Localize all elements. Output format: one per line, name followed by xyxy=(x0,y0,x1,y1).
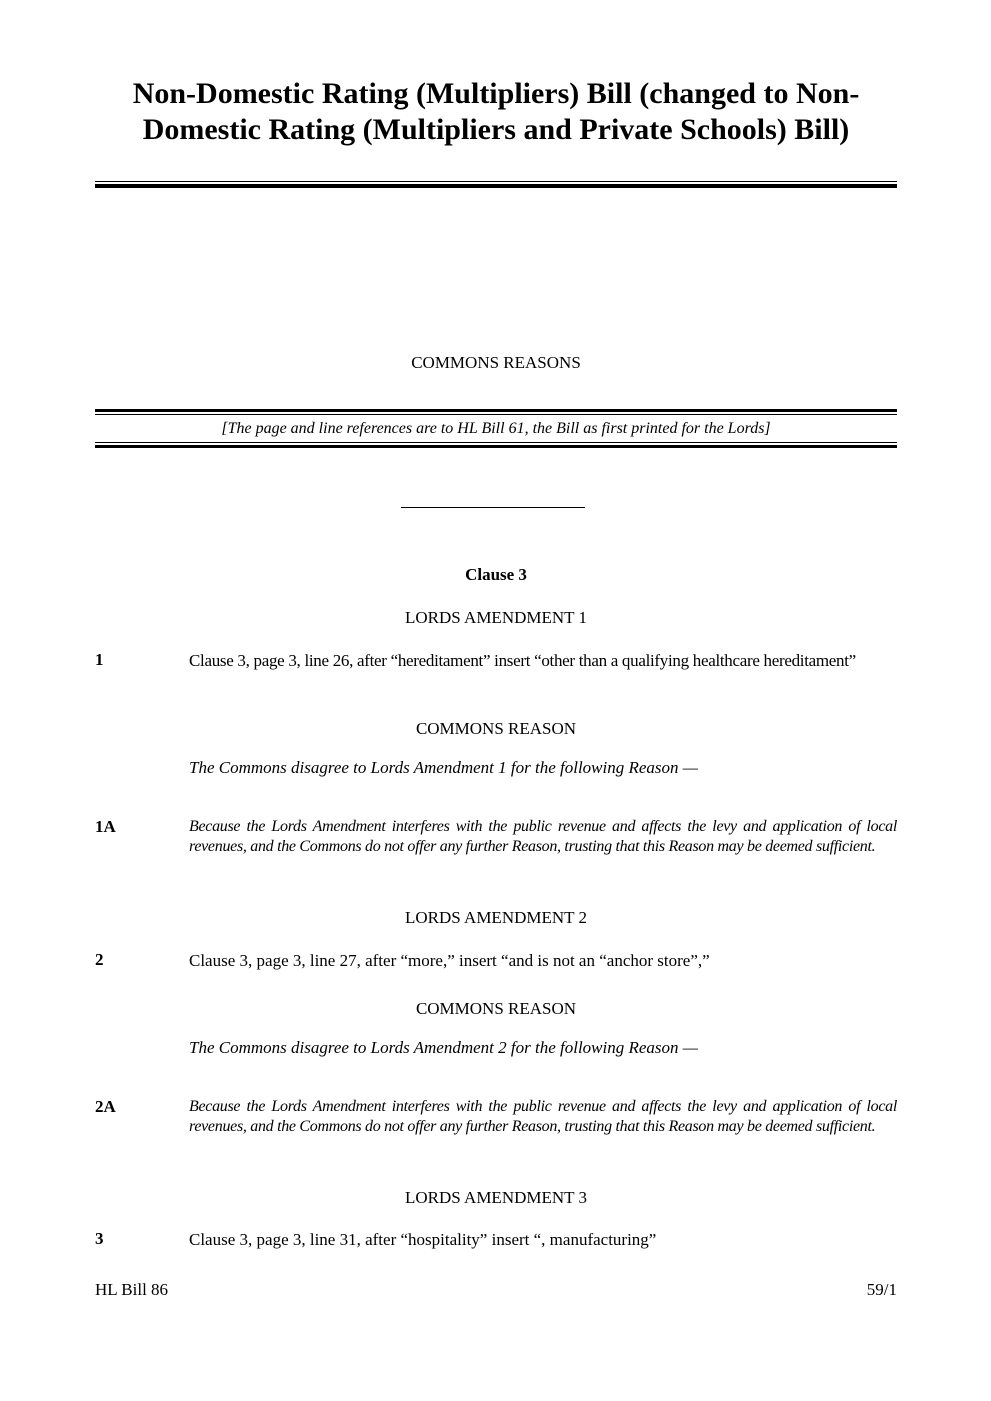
title-line-2: Domestic Rating (Multipliers and Private Schools) Bill) xyxy=(142,113,850,146)
reference-note: [The page and line references are to HL Bill 61, the Bill as first printed for the Lords] xyxy=(221,420,771,437)
note-rule-top-thick xyxy=(95,409,897,412)
note-rule-bottom-thin xyxy=(95,442,897,443)
amendment-heading: LORDS AMENDMENT 1 xyxy=(405,608,587,627)
amendment-number: 2 xyxy=(95,950,104,969)
reason-number: 1A xyxy=(95,817,116,836)
reason-heading: COMMONS REASON xyxy=(415,719,577,738)
footer-bill-number: HL Bill 86 xyxy=(95,1280,169,1299)
title-rule-thin xyxy=(95,181,897,182)
clause-heading: Clause 3 xyxy=(465,565,527,584)
reason-heading: COMMONS REASON xyxy=(415,999,577,1018)
amendment-text: Clause 3, page 3, line 26, after “hereditament” insert “other than a qualifying healthcare hereditament” xyxy=(189,651,856,670)
amendment-text: Clause 3, page 3, line 27, after “more,” insert “and is not an “anchor store”,” xyxy=(189,951,710,970)
separator-rule xyxy=(401,507,585,508)
amendment-heading: LORDS AMENDMENT 3 xyxy=(405,1188,587,1207)
note-rule-top-thin xyxy=(95,414,897,415)
footer-page-number: 59/1 xyxy=(866,1280,897,1299)
amendment-number: 1 xyxy=(95,650,104,669)
amendment-number: 3 xyxy=(95,1229,104,1248)
reason-number: 2A xyxy=(95,1097,116,1116)
note-rule-bottom-thick xyxy=(95,445,897,448)
title-rule-thick xyxy=(95,184,897,188)
title-line-1: Non-Domestic Rating (Multipliers) Bill (changed to Non- xyxy=(132,77,860,110)
reason-intro: The Commons disagree to Lords Amendment 2 for the following Reason — xyxy=(189,1038,698,1057)
amendment-heading: LORDS AMENDMENT 2 xyxy=(405,908,587,927)
reason-text: Because the Lords Amendment interferes with the public revenue and affects the levy and application of local revenues, and the Commons do not offer any further Reason, trusting that this Reason may be deemed sufficient. xyxy=(189,818,897,855)
amendment-text: Clause 3, page 3, line 31, after “hospitality” insert “, manufacturing” xyxy=(189,1230,657,1249)
document-title xyxy=(95,76,897,148)
section-heading: COMMONS REASONS xyxy=(411,353,581,372)
reason-intro: The Commons disagree to Lords Amendment 1 for the following Reason — xyxy=(189,758,698,777)
reason-text: Because the Lords Amendment interferes with the public revenue and affects the levy and application of local revenues, and the Commons do not offer any further Reason, trusting that this Reason may be deemed sufficient. xyxy=(189,1098,897,1135)
